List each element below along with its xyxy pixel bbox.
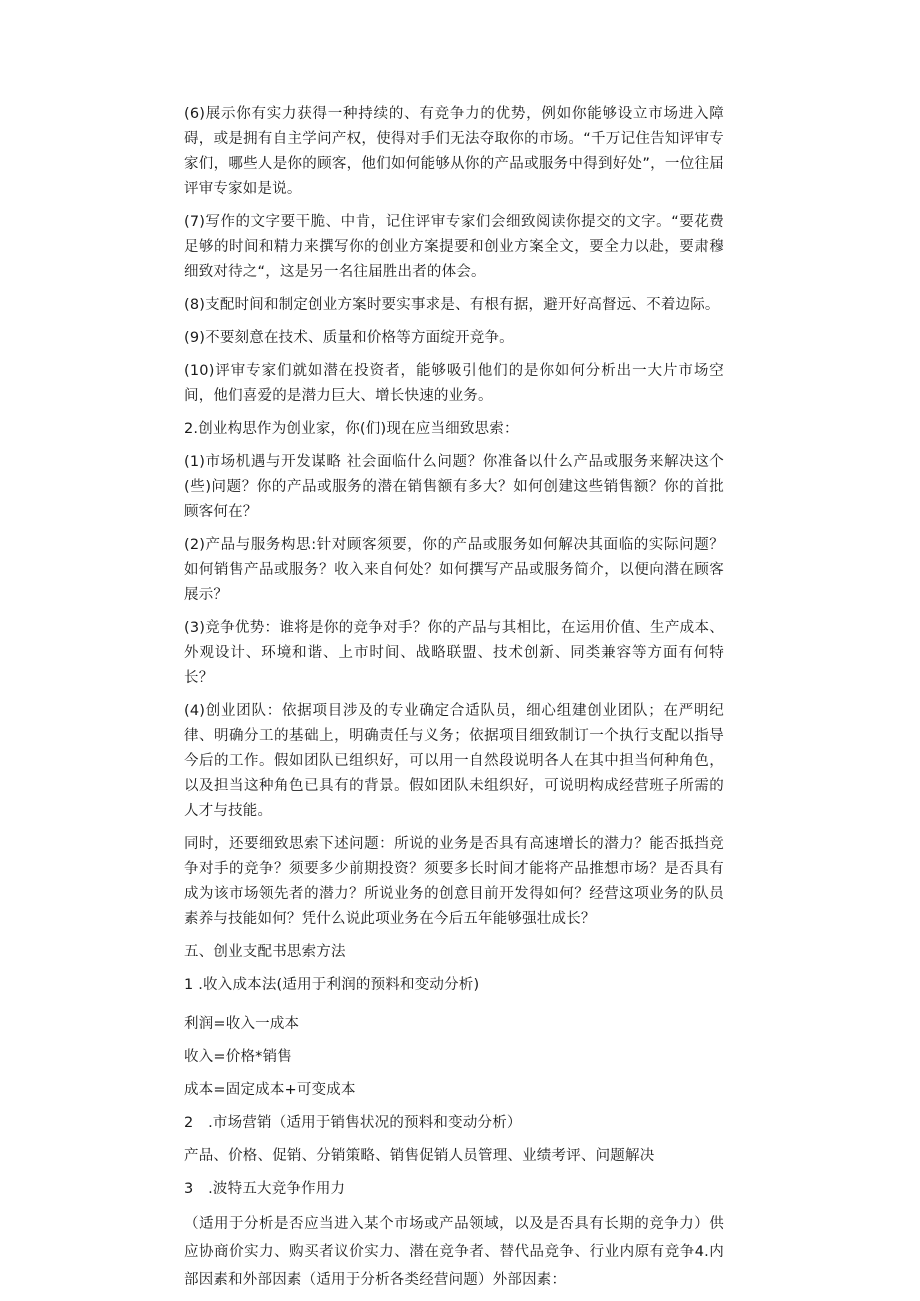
question-product-service: (2)产品与服务构思:针对顾客须要，你的产品或服务如何解决其面临的实际问题？如何销售产品或服务？收入来自何处？如何撰写产品或服务简介，以便向潜在顾客展示？ [184,537,724,603]
method-marketing-detail: 产品、价格、促销、分销策略、销售促销人员管理、业绩考评、问题解决 [184,1148,655,1164]
section-heading-5: 五、创业支配书思索方法 [184,944,346,960]
section-heading-2: 2.创业构思作为创业家，你(们)现在应当细致思索： [184,421,519,437]
paragraph-also-consider: 同时，还要细致思索下述问题：所说的业务是否具有高速增长的潜力？能否抵挡竞争对手的竞争？须要多少前期投资？须要多长时间才能将产品推想市场？是否具有成为该市场领先者的潜力？所说业务的创意目前开发得如何？经营这项业务的队员素养与技能如何？凭什么说此项业务在今后五年能够强壮成长？ [184,836,724,927]
question-startup-team: (4)创业团队：依据项目涉及的专业确定合适队员，细心组建创业团队；在严明纪律、明确分工的基础上，明确责任与义务；依据项目细致制订一个执行支配以指导今后的工作。假如团队已组织好，可以用一自然段说明各人在其中担当何种角色，以及担当这种角色已具有的背景。假如团队未组织好，可说明构成经营班子所需的人才与技能。 [184,703,724,819]
method-porter-five-forces: 3 .波特五大竞争作用力 [184,1181,346,1197]
document-body [184,102,724,1294]
formula-profit: 利润=收入一成本 [184,1016,300,1032]
paragraph-item-7: (7)写作的文字要干脆、中肯，记住评审专家们会细致阅读你提交的文字。“要花费足够的时间和精力来撰写你的创业方案提要和创业方案全文，要全力以赴，要肃穆细致对待之“，这是另一名往届胜出者的体会。 [184,214,724,280]
method-revenue-cost: 1 .收入成本法(适用于利润的预料和变动分析) [184,977,480,993]
question-market-opportunity: (1)市场机遇与开发谋略 社会面临什么问题？你准备以什么产品或服务来解决这个(些)问题？你的产品或服务的潜在销售额有多大？如何创建这些销售额？你的首批顾客何在？ [184,454,724,520]
paragraph-item-8: (8)支配时间和制定创业方案时要实事求是、有根有据，避开好高督远、不着边际。 [184,297,720,313]
paragraph-item-6: (6)展示你有实力获得一种持续的、有竞争力的优势，例如你能够设立市场进入障碍，或是拥有自主学问产权，使得对手们无法夺取你的市场。“千万记住告知评审专家们，哪些人是你的顾客，他们如何能够从你的产品或服务中得到好处”，一位往届评审专家如是说。 [184,106,724,197]
paragraph-item-10: (10)评审专家们就如潜在投资者，能够吸引他们的是你如何分析出一大片市场空间，他们喜爱的是潜力巨大、增长快速的业务。 [184,363,724,404]
paragraph-item-9: (9)不要刻意在技术、质量和价格等方面绽开竞争。 [184,330,514,346]
method-porter-detail: （适用于分析是否应当进入某个市场或产品领域，以及是否具有长期的竞争力）供应协商价实力、购买者议价实力、潜在竞争者、替代品竞争、行业内原有竞争4.内部因素和外部因素（适用于分析各类经营问题）外部因素： [184,1216,724,1288]
method-marketing: 2 .市场营销（适用于销售状况的预料和变动分析） [184,1115,522,1131]
formula-revenue: 收入=价格*销售 [184,1049,292,1065]
formula-cost: 成本=固定成本+可变成本 [184,1082,356,1098]
question-competitive-advantage: (3)竞争优势：谁将是你的竞争对手？你的产品与其相比，在运用价值、生产成本、外观设计、环境和谐、上市时间、战略联盟、技术创新、同类兼容等方面有何特长？ [184,620,724,686]
